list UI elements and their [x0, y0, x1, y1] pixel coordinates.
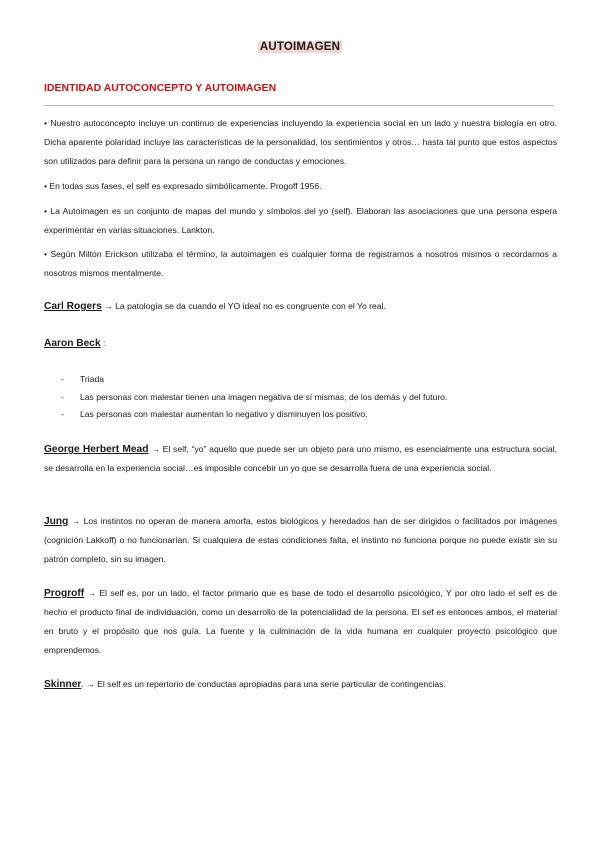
author-name-jung: Jung: [44, 516, 69, 527]
author-name-mead: George Herbert Mead: [44, 444, 149, 455]
bullet-dash: -: [61, 374, 64, 384]
skinner-text: . → El self es un repertorio de conductas apropiadas para una serie particular de contingencias.: [81, 679, 446, 689]
mead-text: → El self, “yo” aquello que puede ser un objeto para uno mismo, es esencialmente una estructura social, se desarrolla en la experiencia social…es imposible concebir un yo que se desarrolla fuera de una experiencia social.: [44, 444, 557, 473]
author-name-beck: Aaron Beck: [44, 338, 101, 349]
progoff-paragraph: [44, 584, 557, 660]
skinner-paragraph: [44, 675, 557, 694]
list-item: - Triada: [44, 371, 557, 389]
beck-text: :: [100, 338, 106, 348]
list-item: - Las personas con malestar tienen una imagen negativa de sí mismas, de los demás y del futuro.: [44, 389, 557, 407]
progoff-text: → El self es, por un lado, el factor primario que es base de todo el desarrollo psicológico, Y por otro lado el self es de hecho el producto final de individuación, como un desarrollo de la potencialidad de la persona. El sef es entonces ambos, el material en bruto y el propósito que nos guía. La fuente y la culminación de la vida humana en cualquier proyecto psicológico que emprendemos.: [44, 588, 557, 655]
author-name-rogers: Carl Rogers: [44, 301, 102, 312]
intro-paragraph-1: • Nuestro autoconcepto incluye un continuo de experiencias incluyendo la experiencia social en un lado y nuestra biología en otro. Dicha aparente polaridad incluye las características de la personalidad, los sentimientos y otros… hasta tal punto que estos aspectos son utilizados para definir para la persona un rango de conductas y emociones.: [44, 118, 557, 166]
section-heading: IDENTIDAD AUTOCONCEPTO Y AUTOIMAGEN: [44, 82, 277, 94]
rogers-paragraph: [44, 297, 557, 316]
jung-text: → Los instintos no operan de manera amorfa, estos biológicos y heredados han de ser dirigidos o facilitados por imágenes (cognición Lakkoff) o no funcionarían. Si cualquiera de estas condiciones falta, el instinto no funciona porque no puede existir sin su patrón completo, sin su imagen.: [44, 516, 557, 564]
horizontal-divider: [44, 105, 554, 106]
author-name-skinner: Skinner: [44, 679, 82, 690]
beck-list: [44, 371, 557, 424]
author-name-progoff: Progroff: [44, 588, 85, 599]
intro-paragraph-3: • La Autoimagen es un conjunto de mapas del mundo y símbolos del yo (self). Elaboran las asociaciones que una persona espera experimentar en varias situaciones. Lankton.: [44, 206, 557, 235]
jung-paragraph: [44, 512, 557, 569]
intro-paragraph-4: • Según Milton Erickson utilizaba el término, la autoimagen es cualquier forma de registrarnos a nosotros mismos o recordarnos a nosotros mismos mentalmente.: [44, 249, 557, 278]
bullet-dash: -: [61, 409, 64, 419]
beck-heading: [44, 334, 557, 353]
rogers-text: → La patología se da cuando el YO ideal no es congruente con el Yo real.: [101, 301, 386, 311]
document-title: AUTOIMAGEN: [259, 41, 341, 53]
mead-paragraph: [44, 440, 557, 478]
bullet-dash: -: [61, 391, 64, 402]
intro-paragraph-2: • En todas sus fases, el self es expresado simbólicamente. Progoff 1956.: [44, 181, 322, 191]
list-item: - Las personas con malestar aumentan lo negativo y disminuyen los positivo.: [44, 406, 557, 424]
